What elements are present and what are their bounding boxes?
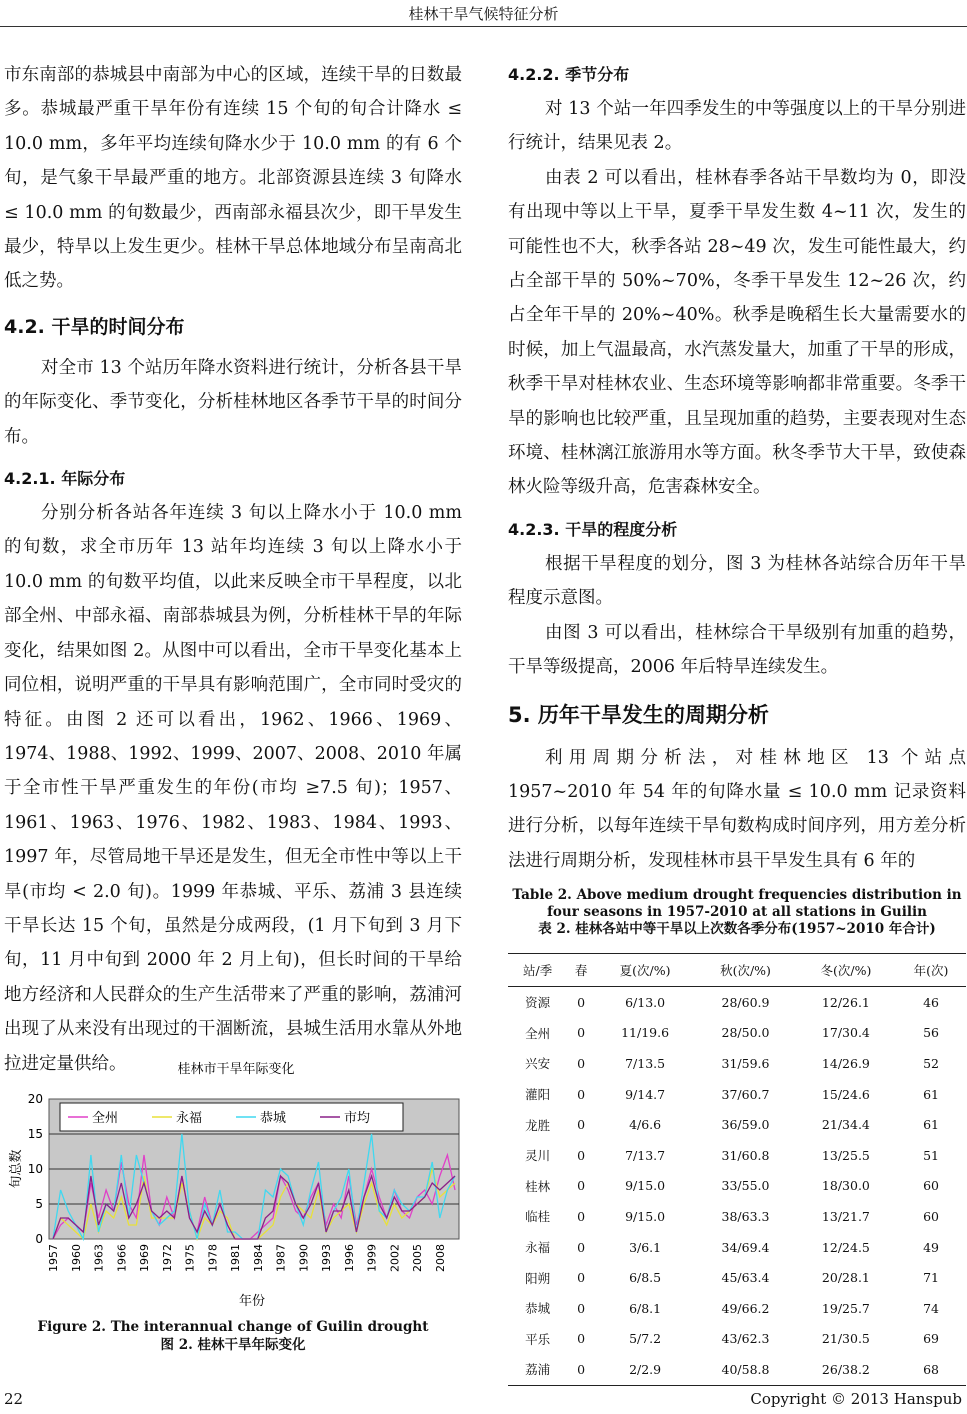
table-cell: 21/30.5 [821, 1331, 870, 1347]
table-header-cell: 冬(次/%) [796, 954, 896, 987]
table-row [508, 1048, 966, 1079]
table-header-cell: 站/季 [508, 954, 567, 987]
figure-2-caption [0, 1318, 466, 1354]
running-header: 桂林干旱气候特征分析 [408, 5, 559, 23]
table-cell: 灌阳 [525, 1087, 551, 1103]
table-cell: 阳朔 [525, 1270, 551, 1286]
table-row [508, 1171, 966, 1202]
section-5-title: 5. 历年干旱发生的周期分析 [508, 702, 769, 727]
table-cell: 0 [577, 1239, 586, 1255]
table-cell: 18/30.0 [821, 1178, 870, 1194]
table-header-cell: 年(次) [896, 954, 966, 987]
x-tick-label: 1969 [138, 1244, 152, 1272]
table-cell: 28/60.9 [721, 994, 770, 1010]
table-row [508, 1293, 966, 1324]
table-cell: 龙胜 [525, 1117, 551, 1133]
table-cell: 34/69.4 [721, 1239, 770, 1255]
table-cell: 灵川 [525, 1148, 551, 1164]
x-tick-label: 1981 [229, 1244, 243, 1272]
table-cell: 0 [577, 1331, 586, 1347]
y-axis-ticks [28, 1092, 43, 1246]
y-tick-label: 20 [27, 1092, 43, 1106]
table-cell: 15/24.6 [821, 1086, 870, 1102]
table-cell: 0 [577, 1117, 586, 1133]
x-tick-label: 1960 [69, 1244, 83, 1272]
table-row [508, 1232, 966, 1263]
section-4-2-title: 4.2. 干旱的时间分布 [4, 315, 185, 338]
table-row [508, 1262, 966, 1293]
table-cell: 13/21.7 [821, 1208, 870, 1224]
copyright-notice: Copyright © 2013 Hanspub [750, 1390, 962, 1408]
table-row [508, 1109, 966, 1140]
table-cell: 桂林 [525, 1178, 551, 1194]
table-cell: 资源 [525, 995, 551, 1011]
table-cell: 49 [923, 1239, 939, 1255]
table-cell: 临桂 [525, 1209, 551, 1225]
section-4-2-3-title: 4.2.3. 干旱的程度分析 [508, 519, 678, 539]
section-4-2-3-paragraph-1: 根据干旱程度的划分，图 3 为桂林各站综合历年干旱程度示意图。 [508, 553, 966, 609]
table-cell: 43/62.3 [721, 1331, 770, 1347]
table-2-caption-en: Table 2. Above medium drought frequencies distribution in four seasons in 1957-2010 at all stations in Guilin [512, 887, 962, 920]
table-cell: 7/13.5 [625, 1055, 666, 1071]
table-cell: 60 [923, 1208, 939, 1224]
x-tick-label: 1996 [342, 1244, 356, 1272]
table-header-cell: 夏(次/%) [595, 954, 695, 987]
table-row [508, 1079, 966, 1110]
table-2-block [508, 887, 966, 1386]
figure-2-caption-en: Figure 2. The interannual change of Guilin drought [37, 1319, 429, 1335]
table-cell: 13/25.5 [821, 1147, 870, 1163]
table-cell: 0 [577, 1300, 586, 1316]
page-number: 22 [4, 1390, 24, 1408]
table-cell: 14/26.9 [821, 1055, 870, 1071]
legend-label: 全州 [92, 1111, 119, 1126]
table-cell: 52 [923, 1055, 939, 1071]
header-rule [0, 26, 967, 27]
legend-label: 恭城 [260, 1111, 287, 1126]
table-cell: 74 [923, 1300, 939, 1316]
table-cell: 37/60.7 [721, 1086, 770, 1102]
table-cell: 0 [567, 1354, 595, 1385]
x-tick-label: 2008 [433, 1244, 447, 1272]
table-cell: 9/15.0 [625, 1178, 666, 1194]
table-cell: 11/19.6 [621, 1025, 670, 1041]
x-tick-label: 1978 [206, 1244, 220, 1272]
x-axis-ticks [47, 1244, 447, 1272]
table-row [508, 1201, 966, 1232]
table-cell: 38/63.3 [721, 1208, 770, 1224]
figure-2 [4, 1055, 462, 1314]
table-header-cell: 秋(次/%) [695, 954, 795, 987]
table-cell: 0 [577, 1147, 586, 1163]
table-cell: 0 [577, 994, 586, 1010]
table-cell: 0 [577, 1055, 586, 1071]
x-tick-label: 1957 [47, 1244, 60, 1272]
section-4-2-1-title: 4.2.1. 年际分布 [4, 469, 126, 489]
x-axis-label: 年份 [238, 1294, 266, 1309]
table-cell: 3/6.1 [629, 1239, 662, 1255]
intro-paragraph: 市东南部的恭城县中南部为中心的区域，连续干旱的日数最多。恭城最严重干旱年份有连续 15 个旬的旬合计降水 ≤ 10.0 mm，多年平均连续旬降水少于 10.0 mm 的有 6 个旬，是气象干旱最严重的地方。北部资源县连续 3 旬降水 ≤ 10.0 mm 的旬数最少，西南部永福县次少，即干旱发生最少，特旱以上发生更少。桂林干旱总体地域分布呈南高北低之势。 [4, 65, 462, 292]
table-cell: 40/58.8 [695, 1354, 795, 1385]
table-cell: 69 [923, 1331, 939, 1347]
table-cell: 9/14.7 [625, 1086, 666, 1102]
table-cell: 兴安 [525, 1056, 551, 1072]
table-row [508, 1140, 966, 1171]
section-5-paragraph: 利用周期分析法，对桂林地区 13 个站点 1957~2010 年 54 年的旬降水量 ≤ 10.0 mm 记录资料进行分析，以每年连续干旱旬数构成时间序列，用方差分析法进行周期分析，发现桂林市县干旱发生具有 6 年的 [508, 747, 966, 871]
y-tick-label: 10 [27, 1162, 43, 1176]
table-cell: 6/8.5 [629, 1270, 662, 1286]
table-cell: 19/25.7 [821, 1300, 870, 1316]
x-tick-label: 1966 [115, 1244, 129, 1272]
table-cell: 28/50.0 [721, 1025, 770, 1041]
table-cell: 36/59.0 [721, 1117, 770, 1133]
x-tick-label: 2002 [388, 1244, 402, 1272]
table-cell: 21/34.4 [821, 1117, 870, 1133]
table-cell: 恭城 [525, 1301, 551, 1317]
section-4-2-paragraph: 对全市 13 个站历年降水资料进行统计，分析各县干旱的年际变化、季节变化，分析桂林地区各季节干旱的时间分布。 [4, 357, 462, 447]
table-cell: 0 [577, 1086, 586, 1102]
x-tick-label: 1972 [160, 1244, 174, 1272]
section-4-2-2-paragraph-1: 对 13 个站一年四季发生的中等强度以上的干旱分别进行统计，结果见表 2。 [508, 99, 966, 154]
section-4-2-1-paragraph: 分别分析各站各年连续 3 旬以上降水小于 10.0 mm 的旬数，求全市历年 13 站年均连续 3 旬以上降水小于 10.0 mm 的旬数平均值，以此来反映全市干旱程度，以北部全州、中部永福、南部恭城县为例，分析桂林干旱的年际变化，结果如图 2。从图中可以看出，全市干旱变化基本上同位相，说明严重的干旱具有影响范围广，全市同时受灾的特征。由图 2 还可以看出，1962、1966、1969、1974、1988、1992、1999、2007、2008、2010 年属于全市性干旱严重发生的年份(市均 ≥7.5 旬)；1957、1961、1963、1976、1982、1983、1984、1993、1997 年，尽管局地干旱还是发生，但无全市性中等以上干旱(市均 < 2.0 旬)。1999 年恭城、平乐、荔浦 3 县连续干旱长达 15 个旬，虽然是分成两段，(1 月下旬到 3 月下旬，11 月中旬到 2000 年 2 月上旬)，但长时间的干旱给地方经济和人民群众的生产生活带来了严重的影响，荔浦河出现了从来没有出现过的干涸断流，县城生活用水靠从外地拉进定量供给。 [4, 503, 462, 1074]
table-cell: 荔浦 [508, 1354, 567, 1385]
section-4-2-2-paragraph-2: 由表 2 可以看出，桂林春季各站干旱数均为 0，即没有出现中等以上干旱，夏季干旱发生数 4~11 次，发生的可能性也不大，秋季各站 28~49 次，发生可能性最大，约占全部干旱的 50%~70%，冬季干旱发生 12~26 次，约占全年干旱的 20%~40%。秋季是晚稻生长大量需要水的时候，加上气温最高，水汽蒸发量大，加重了干旱的形成，秋季干旱对桂林农业、生态环境等影响都非常重要。冬季干旱的影响也比较严重，且呈现加重的趋势，主要表现对生态环境、桂林漓江旅游用水等方面。秋冬季节大干旱，致使森林火险等级升高，危害森林安全。 [508, 167, 966, 498]
x-tick-label: 1999 [365, 1244, 379, 1272]
x-tick-label: 1987 [274, 1244, 288, 1272]
table-row [508, 1018, 966, 1049]
y-tick-label: 5 [35, 1197, 43, 1211]
y-tick-label: 15 [27, 1127, 43, 1141]
table-header-row [508, 954, 966, 987]
table-cell: 12/26.1 [821, 994, 870, 1010]
section-4-2-3-paragraph-2: 由图 3 可以看出，桂林综合干旱级别有加重的趋势，干旱等级提高，2006 年后特旱连续发生。 [508, 622, 966, 678]
legend-label: 永福 [176, 1111, 203, 1126]
table-cell: 2/2.9 [595, 1354, 695, 1385]
table-row [508, 1324, 966, 1355]
table-cell: 51 [923, 1147, 939, 1163]
chart-title: 桂林市干旱年际变化 [177, 1062, 295, 1077]
x-tick-label: 1975 [183, 1244, 197, 1272]
table-cell: 0 [577, 1208, 586, 1224]
table-2 [508, 953, 966, 1386]
table-cell: 永福 [525, 1240, 551, 1256]
table-cell: 31/60.8 [721, 1147, 770, 1163]
table-cell: 61 [923, 1117, 939, 1133]
x-tick-label: 2005 [411, 1244, 425, 1272]
section-4-2-2-title: 4.2.2. 季节分布 [508, 65, 630, 84]
x-tick-label: 1984 [251, 1244, 265, 1272]
table-cell: 17/30.4 [821, 1025, 870, 1041]
table-cell: 20/28.1 [821, 1270, 870, 1286]
table-cell: 0 [577, 1270, 586, 1286]
x-tick-label: 1990 [297, 1244, 311, 1272]
table-row [508, 1354, 966, 1385]
table-body [508, 987, 966, 1386]
x-tick-label: 1963 [92, 1244, 106, 1272]
table-cell: 49/66.2 [721, 1300, 770, 1316]
table-cell: 71 [923, 1270, 939, 1286]
table-cell: 60 [923, 1178, 939, 1194]
table-cell: 5/7.2 [629, 1331, 662, 1347]
table-cell: 56 [923, 1025, 939, 1041]
table-cell: 0 [577, 1178, 586, 1194]
table-cell: 0 [577, 1025, 586, 1041]
table-cell: 31/59.6 [721, 1055, 770, 1071]
drought-line-chart [4, 1055, 462, 1310]
table-cell: 12/24.5 [821, 1239, 870, 1255]
table-cell: 7/13.7 [625, 1147, 666, 1163]
table-cell: 平乐 [525, 1331, 551, 1347]
right-column [508, 58, 966, 878]
y-tick-label: 0 [35, 1232, 43, 1246]
table-2-caption-cn: 表 2. 桂林各站中等干旱以上次数各季分布(1957~2010 年合计) [538, 921, 936, 937]
table-cell: 61 [923, 1086, 939, 1102]
table-cell: 4/6.6 [629, 1117, 662, 1133]
table-cell: 6/13.0 [625, 994, 666, 1010]
table-row [508, 987, 966, 1018]
x-tick-label: 1993 [320, 1244, 334, 1272]
table-cell: 45/63.4 [721, 1270, 770, 1286]
table-cell: 33/55.0 [721, 1178, 770, 1194]
table-cell: 26/38.2 [796, 1354, 896, 1385]
left-column [4, 58, 462, 1081]
table-cell: 9/15.0 [625, 1208, 666, 1224]
table-cell: 46 [923, 994, 939, 1010]
table-cell: 68 [896, 1354, 966, 1385]
legend-label: 市均 [344, 1111, 371, 1126]
table-cell: 6/8.1 [629, 1300, 662, 1316]
table-header-cell: 春 [567, 954, 595, 987]
figure-2-caption-cn: 图 2. 桂林干旱年际变化 [160, 1337, 306, 1353]
y-axis-label: 旬总数 [9, 1149, 24, 1189]
table-cell: 全州 [525, 1025, 551, 1041]
